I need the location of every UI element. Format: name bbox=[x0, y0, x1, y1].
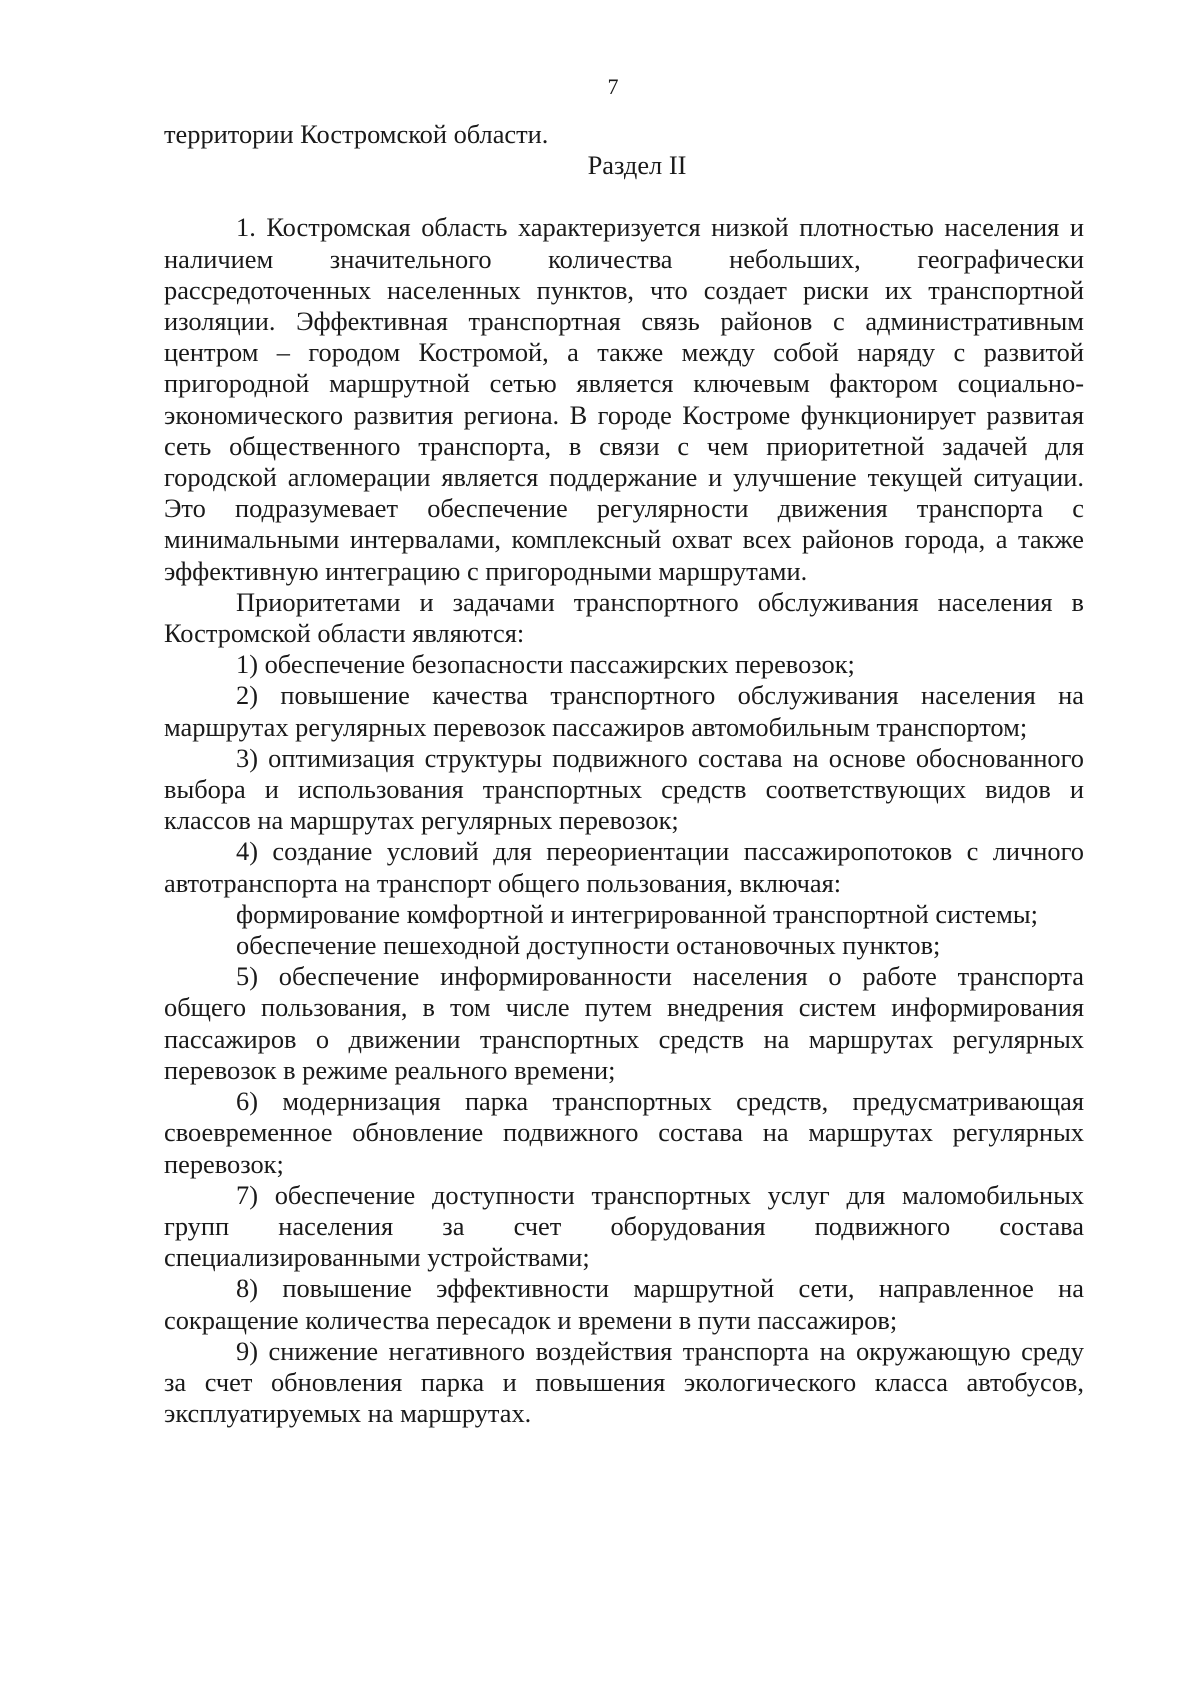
list-item-4: 4) создание условий для переориентации пассажиропотоков с личного автотранспорта на транспорт общего пользования, включая: bbox=[164, 836, 1084, 898]
document-body bbox=[164, 119, 1084, 1429]
continuation-line: территории Костромской области. bbox=[164, 119, 549, 149]
section-title: Раздел II bbox=[587, 150, 687, 181]
list-item-9: 9) снижение негативного воздействия транспорта на окружающую среду за счет обновления парка и повышения экологического класса автобусов, эксплуатируемых на маршрутах. bbox=[164, 1335, 1084, 1429]
list-item-2: 2) повышение качества транспортного обслуживания населения на маршрутах регулярных перевозок пассажиров автомобильным транспортом; bbox=[164, 680, 1084, 742]
paragraph-intro: 1. Костромская область характеризуется низкой плотностью населения и наличием значительного количества небольших, географически рассредоточенных населенных пунктов, что создает риски их транспортной изоляции. Эффективная транспортная связь районов с административным центром – городом Костромой, а также между собой наряду с развитой пригородной маршрутной сетью является ключевым фактором социально-экономического развития региона. В городе Костроме функционирует развитая сеть общественного транспорта, в связи с чем приоритетной задачей для городской агломерации является поддержание и улучшение текущей ситуации. Это подразумевает обеспечение регулярности движения транспорта с минимальными интервалами, комплексный охват всех районов города, а также эффективную интеграцию с пригородными маршрутами. bbox=[164, 212, 1084, 586]
list-item-3: 3) оптимизация структуры подвижного состава на основе обоснованного выбора и использования транспортных средств соответствующих видов и классов на маршрутах регулярных перевозок; bbox=[164, 742, 1084, 836]
list-item-4-sub-1: формирование комфортной и интегрированной транспортной системы; bbox=[236, 898, 1038, 929]
page-number: 7 bbox=[607, 74, 619, 99]
paragraph-priorities-heading: Приоритетами и задачами транспортного обслуживания населения в Костромской области являются: bbox=[164, 586, 1084, 649]
list-item-1: 1) обеспечение безопасности пассажирских перевозок; bbox=[236, 649, 855, 680]
list-item-5: 5) обеспечение информированности населения о работе транспорта общего пользования, в том числе путем внедрения систем информирования пассажиров о движении транспортных средств на маршрутах регулярных перевозок в режиме реального времени; bbox=[164, 961, 1084, 1085]
list-item-8: 8) повышение эффективности маршрутной сети, направленное на сокращение количества пересадок и времени в пути пассажиров; bbox=[164, 1273, 1084, 1335]
list-item-6: 6) модернизация парка транспортных средств, предусматривающая своевременное обновление подвижного состава на маршрутах регулярных перевозок; bbox=[164, 1086, 1084, 1179]
list-item-4-sub-2: обеспечение пешеходной доступности остановочных пунктов; bbox=[236, 930, 941, 961]
list-item-7: 7) обеспечение доступности транспортных услуг для маломобильных групп населения за счет оборудования подвижного состава специализированными устройствами; bbox=[164, 1179, 1084, 1273]
